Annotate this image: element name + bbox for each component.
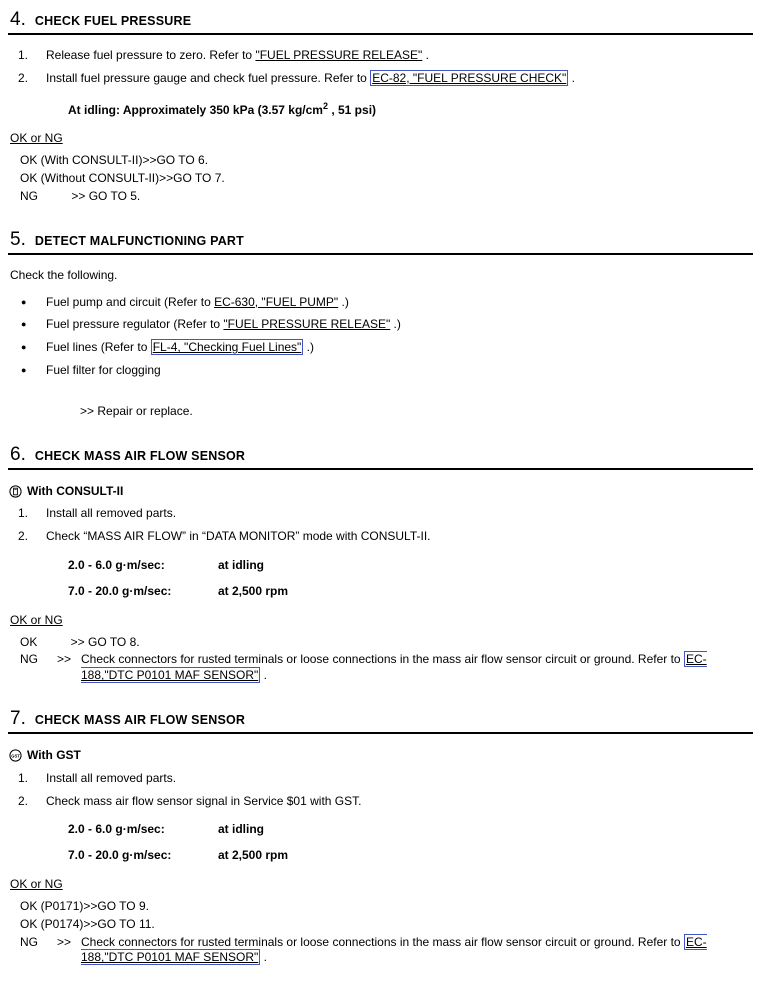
spec-condition: at idling [218, 558, 264, 573]
bullet-text [46, 317, 753, 333]
ec-188-dtc-p0101-maf-sensor-link[interactable]: EC-188,"DTC P0101 MAF SENSOR" [81, 934, 707, 965]
bullet-item [8, 295, 753, 311]
section-7 [8, 709, 753, 966]
section-6-heading [8, 445, 753, 465]
bullet-text [46, 295, 753, 311]
spec-condition: at 2,500 rpm [218, 848, 289, 863]
step-text-post: . [422, 47, 429, 62]
ok-or-ng-label: OK or NG [10, 877, 63, 892]
heading-rule [8, 468, 753, 470]
step-text: Install all removed parts. [46, 506, 177, 521]
section-number: 6. [10, 443, 26, 465]
step-text [46, 48, 753, 64]
spec-superscript: 2 [322, 100, 328, 111]
ng-label: NG [20, 934, 38, 949]
step-number: 2. [18, 793, 29, 808]
consult-ii-icon [9, 485, 22, 498]
ec-630-fuel-pump-link[interactable]: EC-630, "FUEL PUMP" [214, 294, 339, 309]
spec-condition: at 2,500 rpm [218, 583, 289, 598]
step-text-post: . [568, 70, 575, 85]
step-number: 2. [18, 529, 29, 544]
ng-text-post: . [260, 950, 267, 965]
bullet-text-pre: Fuel lines (Refer to [46, 340, 151, 355]
ng-text-pre: Check connectors for rusted terminals or loose connections in the mass air flow sensor circuit or ground. Refer to [81, 934, 684, 949]
spec-row [8, 848, 753, 864]
repair-or-replace-action: >> Repair or replace. [80, 403, 193, 418]
section-4-heading [8, 10, 753, 30]
step-item [8, 771, 753, 787]
step-number: 1. [18, 47, 29, 62]
ok-or-ng-label: OK or NG [10, 612, 63, 627]
fuel-pressure-release-link[interactable]: "FUEL PRESSURE RELEASE" [255, 47, 423, 62]
spec-range: 2.0 - 6.0 g·m/sec: [68, 822, 165, 837]
section-5 [8, 230, 753, 420]
spec-range: 7.0 - 20.0 g·m/sec: [68, 583, 172, 598]
step-item [8, 529, 753, 545]
consult-ii-mode-row [8, 484, 753, 500]
step-text [46, 71, 753, 87]
bullet-text-pre: Fuel pressure regulator (Refer to [46, 317, 224, 332]
bullet-text-post: .) [303, 340, 314, 355]
step-text: Check mass air flow sensor signal in Service $01 with GST. [46, 793, 362, 808]
ng-label: NG [20, 652, 38, 667]
bullet-icon: ● [21, 319, 27, 330]
step-text: Install all removed parts. [46, 770, 177, 785]
gst-icon [9, 749, 22, 762]
step-number: 1. [18, 770, 29, 785]
step-number: 1. [18, 506, 29, 521]
spec-row [8, 584, 753, 600]
ec-188-dtc-p0101-maf-sensor-link[interactable]: EC-188,"DTC P0101 MAF SENSOR" [81, 652, 707, 683]
step-item [8, 506, 753, 522]
spec-text-post: , 51 psi) [328, 102, 377, 117]
bullet-text-post: .) [390, 317, 401, 332]
bullet-icon: ● [21, 296, 27, 307]
section-7-heading [8, 709, 753, 729]
bullet-icon: ● [21, 364, 27, 375]
ng-result-row [8, 935, 753, 967]
ng-text [81, 935, 711, 967]
mode-label: With CONSULT-II [27, 483, 124, 498]
section-title: CHECK MASS AIR FLOW SENSOR [34, 448, 246, 463]
section-number: 7. [10, 708, 26, 730]
ok-or-ng-label: OK or NG [10, 131, 63, 146]
spec-range: 2.0 - 6.0 g·m/sec: [68, 558, 165, 573]
result-line: OK (P0174)>>GO TO 11. [20, 916, 155, 931]
bullet-item [8, 317, 753, 333]
ng-arrow: >> [57, 934, 72, 949]
section-title: CHECK FUEL PRESSURE [34, 14, 192, 28]
bullet-text: Fuel filter for clogging [46, 362, 161, 377]
section-title: CHECK MASS AIR FLOW SENSOR [34, 713, 246, 728]
ec-82-fuel-pressure-check-link[interactable]: EC-82, "FUEL PRESSURE CHECK" [372, 70, 567, 85]
fl-4-checking-fuel-lines-link[interactable]: FL-4, "Checking Fuel Lines" [152, 340, 302, 355]
heading-rule [8, 33, 753, 35]
intro-text: Check the following. [10, 267, 118, 282]
spec-row [8, 822, 753, 838]
spec-text-pre: At idling: Approximately 350 kPa (3.57 kg/cm [68, 102, 323, 117]
step-text: Check “MASS AIR FLOW” in “DATA MONITOR” mode with CONSULT-II. [46, 529, 431, 544]
section-number: 4. [10, 9, 26, 30]
step-item [8, 794, 753, 810]
heading-rule [8, 253, 753, 255]
step-text-pre: Install fuel pressure gauge and check fuel pressure. Refer to [46, 70, 371, 85]
section-number: 5. [10, 228, 26, 250]
ng-text [81, 652, 711, 684]
spec-range: 7.0 - 20.0 g·m/sec: [68, 848, 172, 863]
section-5-heading [8, 230, 753, 250]
section-4 [8, 10, 753, 205]
spec-at-idling [8, 101, 753, 119]
result-line: OK (Without CONSULT-II)>>GO TO 7. [20, 171, 225, 186]
step-text-pre: Release fuel pressure to zero. Refer to [46, 47, 256, 62]
fuel-pressure-release-link[interactable]: "FUEL PRESSURE RELEASE" [223, 317, 391, 332]
heading-rule [8, 732, 753, 734]
mode-label: With GST [27, 747, 81, 762]
step-item [8, 71, 753, 87]
section-6 [8, 445, 753, 684]
spec-row [8, 558, 753, 574]
bullet-text [46, 340, 753, 356]
spec-condition: at idling [218, 822, 264, 837]
bullet-text-post: .) [338, 294, 349, 309]
ng-text-pre: Check connectors for rusted terminals or loose connections in the mass air flow sensor circuit or ground. Refer to [81, 652, 684, 667]
ng-result-row [8, 652, 753, 684]
result-line: OK (P0171)>>GO TO 9. [20, 898, 149, 913]
result-line: NG >> GO TO 5. [20, 188, 141, 203]
section-title: DETECT MALFUNCTIONING PART [34, 233, 244, 248]
bullet-text-pre: Fuel pump and circuit (Refer to [46, 294, 215, 309]
ng-text-post: . [260, 668, 267, 683]
step-number: 2. [18, 70, 29, 85]
step-item [8, 48, 753, 64]
result-line: OK (With CONSULT-II)>>GO TO 6. [20, 153, 209, 168]
result-line: OK >> GO TO 8. [20, 634, 140, 649]
bullet-item [8, 340, 753, 356]
ng-arrow: >> [57, 652, 72, 667]
bullet-icon: ● [21, 342, 27, 353]
svg-text:GST: GST [11, 753, 20, 759]
gst-mode-row [8, 748, 753, 764]
bullet-item [8, 363, 753, 379]
